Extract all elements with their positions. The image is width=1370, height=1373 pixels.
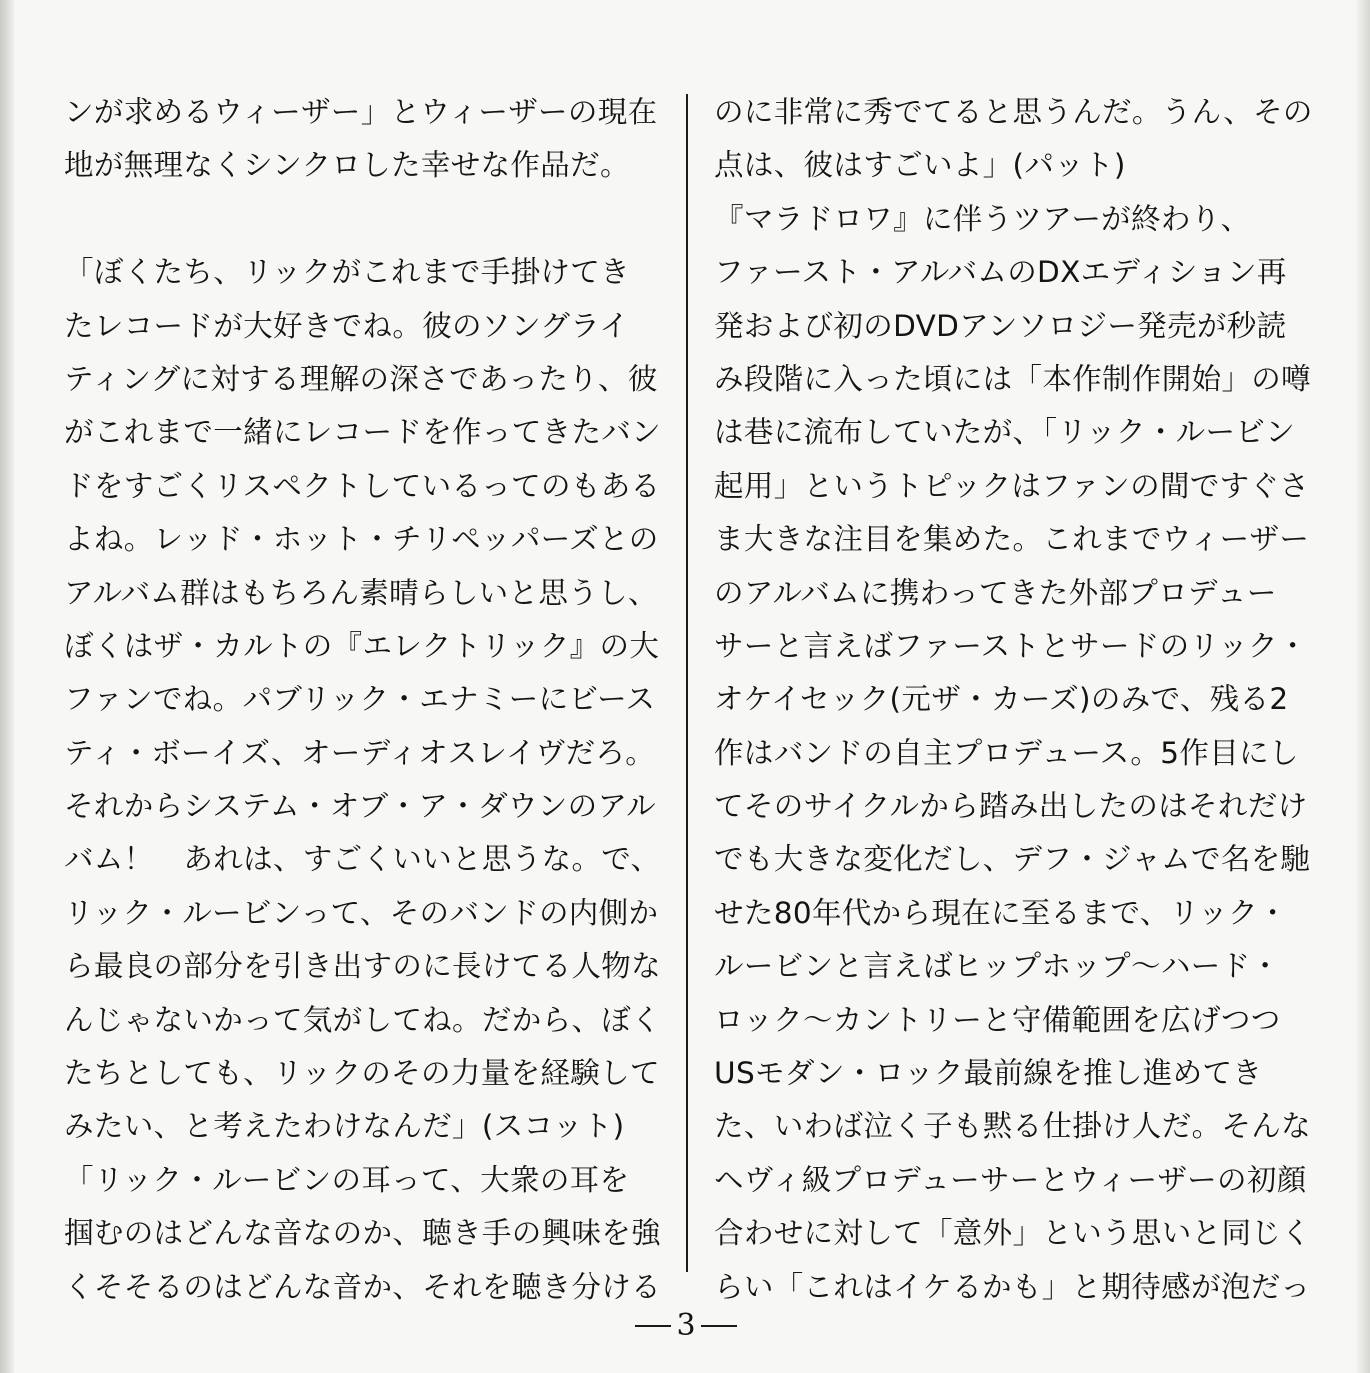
text-line: 発および初のDVDアンソロジー発売が秒読 [714, 308, 1287, 343]
text-line: でも大きな変化だし、デフ・ジャムで名を馳 [714, 842, 1311, 877]
text-line: 作はバンドの自主プロデュース。5作目にし [714, 735, 1299, 770]
page-edge-left [0, 0, 14, 1373]
text-line: オケイセック(元ザ・カーズ)のみで、残る2 [714, 682, 1289, 717]
text-line: のアルバムに携わってきた外部プロデュー [714, 575, 1277, 610]
paragraph-gap [64, 193, 664, 246]
text-line: サーと言えばファーストとサードのリック・ [714, 628, 1308, 663]
text-line: ぼくはザ・カルトの『エレクトリック』の大 [64, 628, 660, 663]
text-line: せた80年代から現在に至るまで、リック・ [714, 895, 1288, 930]
text-line: てそのサイクルから踏み出したのはそれだけ [714, 789, 1308, 824]
text-line: ヘヴィ級プロデューサーとウィーザーの初顔 [714, 1162, 1307, 1197]
text-line: ティングに対する理解の深さであったり、彼 [64, 361, 658, 396]
text-line: がこれまで一緒にレコードを作ってきたバン [64, 415, 662, 450]
text-line: 『マラドロワ』に伴うツアーが終わり、 [714, 201, 1251, 236]
text-line: 地が無理なくシンクロした幸せな作品だ。 [64, 148, 630, 183]
text-line: ファースト・アルバムのDXエディション再 [714, 255, 1287, 290]
text-line: ら最良の部分を引き出すのに長けてる人物な [64, 949, 662, 984]
page-number-text: 3 [676, 1308, 696, 1343]
text-line: それからシステム・オブ・ア・ダウンのアル [64, 789, 656, 824]
text-line: 「リック・ルービンの耳って、大衆の耳を [64, 1162, 630, 1197]
folio-dash-right [701, 1325, 737, 1327]
text-line: んじゃないかって気がしてね。だから、ぼく [64, 1002, 662, 1037]
page-edge-right [1356, 0, 1370, 1373]
text-line: アルバム群はもちろん素晴らしいと思うし、 [64, 575, 658, 610]
left-text-column [64, 86, 664, 1314]
text-line: よね。レッド・ホット・チリペッパーズとの [64, 522, 659, 557]
text-line: ロック～カントリーと守備範囲を広げつつ [714, 1002, 1281, 1037]
text-line: た、いわば泣く子も黙る仕掛け人だ。そんな [714, 1109, 1312, 1144]
text-line: 点は、彼はすごいよ」(パット) [714, 148, 1126, 183]
text-line: 起用」というトピックはファンの間ですぐさ [714, 468, 1310, 503]
text-line: は巷に流布していたが、「リック・ルービン [714, 415, 1296, 450]
page-number [630, 1306, 742, 1346]
text-line: みたい、と考えたわけなんだ」(スコット) [64, 1109, 625, 1144]
text-line: くそそるのはどんな音か、それを聴き分ける [64, 1269, 662, 1304]
text-line: ファンでね。パブリック・エナミーにビース [64, 682, 656, 717]
text-line: ドをすごくリスペクトしているってのもある [64, 468, 661, 503]
text-line: バム！ あれは、すごくいいと思うな。で、 [64, 842, 661, 877]
right-text-column [714, 86, 1314, 1314]
text-line: ティ・ボーイズ、オーディオスレイヴだろ。 [64, 735, 656, 770]
text-line: ま大きな注目を集めた。これまでウィーザー [714, 522, 1310, 557]
text-line: 「ぼくたち、リックがこれまで手掛けてき [64, 255, 630, 290]
folio-dash-left [635, 1325, 671, 1327]
text-line: USモダン・ロック最前線を推し進めてき [714, 1056, 1263, 1091]
text-line: のに非常に秀でてると思うんだ。うん、その [714, 95, 1313, 129]
text-line: ンが求めるウィーザー」とウィーザーの現在 [64, 95, 658, 129]
text-line: 掴むのはどんな音なのか、聴き手の興味を強 [64, 1216, 662, 1251]
text-line: らい「これはイケるかも」と期待感が泡だっ [714, 1269, 1311, 1304]
text-line: み段階に入った頃には「本作制作開始」の噂 [714, 361, 1312, 396]
text-line: ルービンと言えばヒップホップ～ハード・ [714, 949, 1281, 984]
text-line: たちとしても、リックのその力量を経験して [64, 1056, 660, 1091]
text-line: 合わせに対して「意外」という思いと同じく [714, 1216, 1312, 1251]
text-line: リック・ルービンって、そのバンドの内側か [64, 895, 659, 930]
column-divider [686, 94, 688, 1272]
text-line: たレコードが大好きでね。彼のソングライ [64, 308, 630, 343]
